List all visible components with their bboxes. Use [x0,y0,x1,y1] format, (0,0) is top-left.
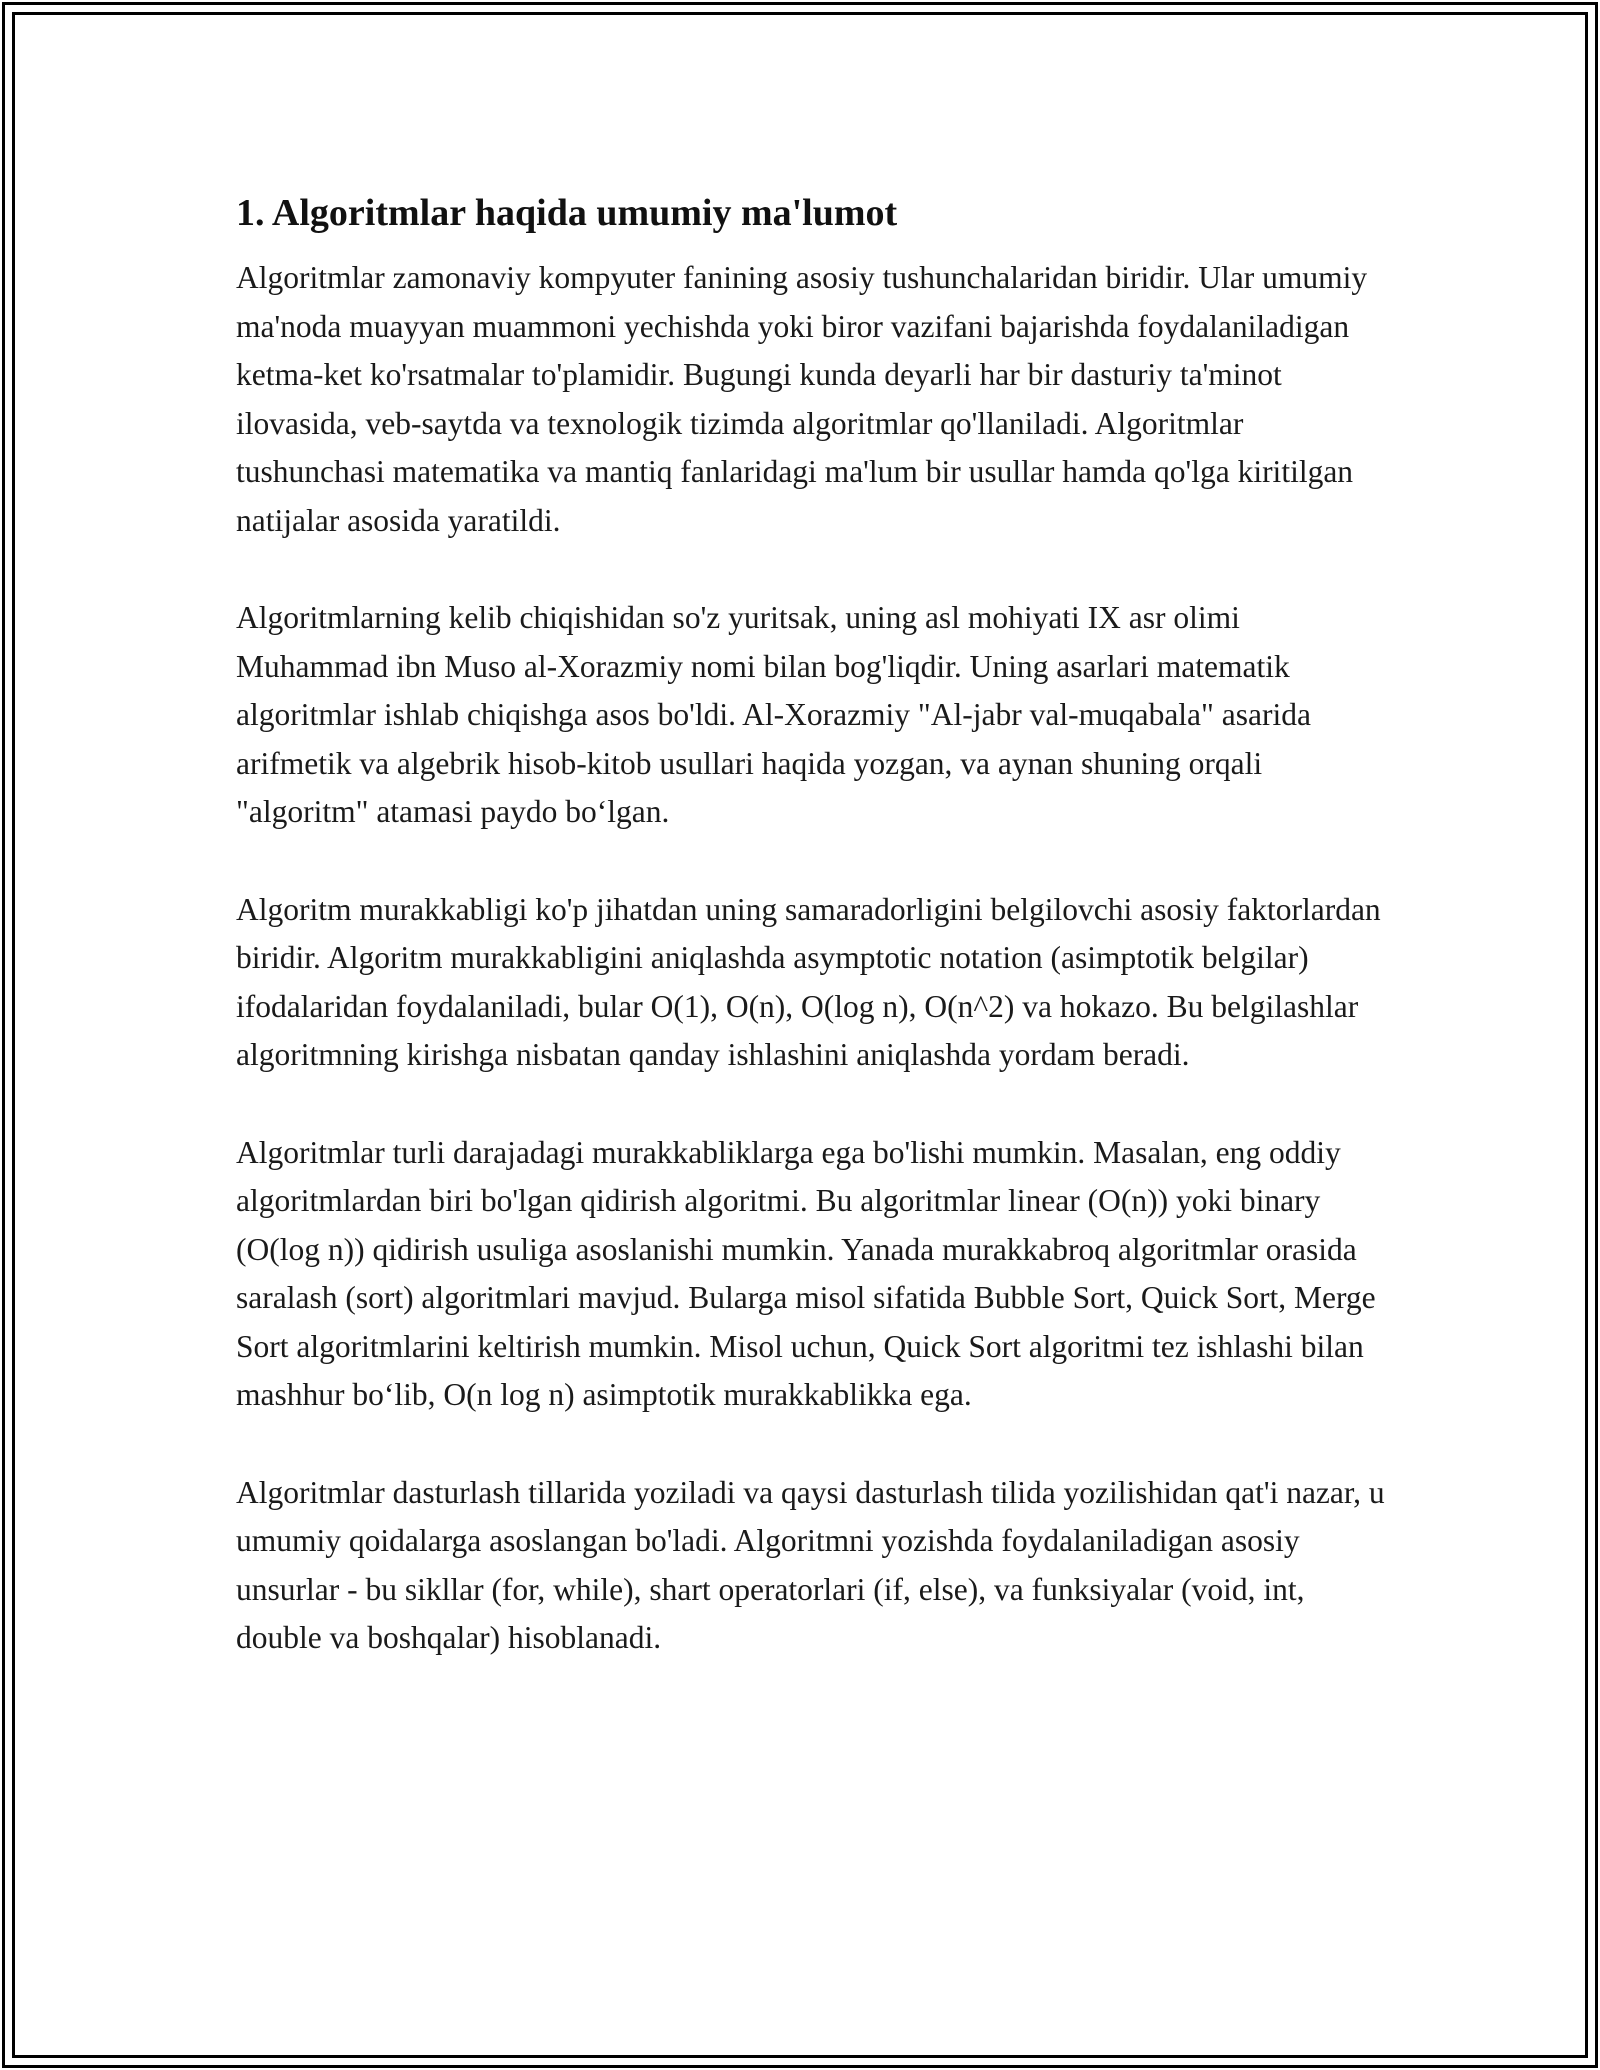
paragraph-programming: Algoritmlar dasturlash tillarida yoziladi va qaysi dasturlash tilida yozilishidan qat'i nazar, u umumiy qoidalarga asoslangan bo'ladi. Algoritmni yozishda foydalaniladigan asosiy unsurlar - bu sikllar (for, while), shart operatorlari (if, else), va funksiyalar (void, int, double va boshqalar) hisoblanadi. [236,1474,1385,1655]
document-body [236,185,1386,1663]
paragraph-examples: Algoritmlar turli darajadagi murakkabliklarga ega bo'lishi mumkin. Masalan, eng oddiy algoritmlardan biri bo'lgan qidirish algoritmi. Bu algoritmlar linear (O(n)) yoki binary (O(log n)) qidirish usuliga asoslanishi mumkin. Yanada murakkabroq algoritmlar orasida saralash (sort) algoritmlari mavjud. Bularga misol sifatida Bubble Sort, Quick Sort, Merge Sort algoritmlarini keltirish mumkin. Misol uchun, Quick Sort algoritmi tez ishlashi bilan mashhur bo‘lib, O(n log n) asimptotik murakkablikka ega. [236,1134,1376,1412]
paragraph-complexity: Algoritm murakkabligi ko'p jihatdan uning samaradorligini belgilovchi asosiy faktorlardan biridir. Algoritm murakkabligini aniqlashda asymptotic notation (asimptotik belgilar) ifodalaridan foydalaniladi, bular O(1), O(n), O(log n), O(n^2) va hokazo. Bu belgilashlar algoritmning kirishga nisbatan qanday ishlashini aniqlashda yordam beradi. [236,891,1381,1072]
paragraph-origin: Algoritmlarning kelib chiqishidan so'z yuritsak, uning asl mohiyati IX asr olimi Muhammad ibn Muso al-Xorazmiy nomi bilan bog'liqdir. Uning asarlari matematik algoritmlar ishlab chiqishga asos bo'ldi. Al-Xorazmiy "Al-jabr val-muqabala" asarida arifmetik va algebrik hisob-kitob usullari haqida yozgan, va aynan shuning orqali "algoritm" atamasi paydo bo‘lgan. [236,600,1311,829]
paragraph-introduction: Algoritmlar zamonaviy kompyuter fanining asosiy tushunchalaridan biridir. Ular umumiy ma'noda muayyan muammoni yechishda yoki biror vazifani bajarishda foydalaniladigan ketma-ket ko'rsatmalar to'plamidir. Bugungi kunda deyarli har bir dasturiy ta'minot ilovasida, veb-saytda va texnologik tizimda algoritmlar qo'llaniladi. Algoritmlar tushunchasi matematika va mantiq fanlaridagi ma'lum bir usullar hamda qo'lga kiritilgan natijalar asosida yaratildi. [236,260,1368,538]
section-heading: 1. Algoritmlar haqida umumiy ma'lumot [236,192,898,234]
